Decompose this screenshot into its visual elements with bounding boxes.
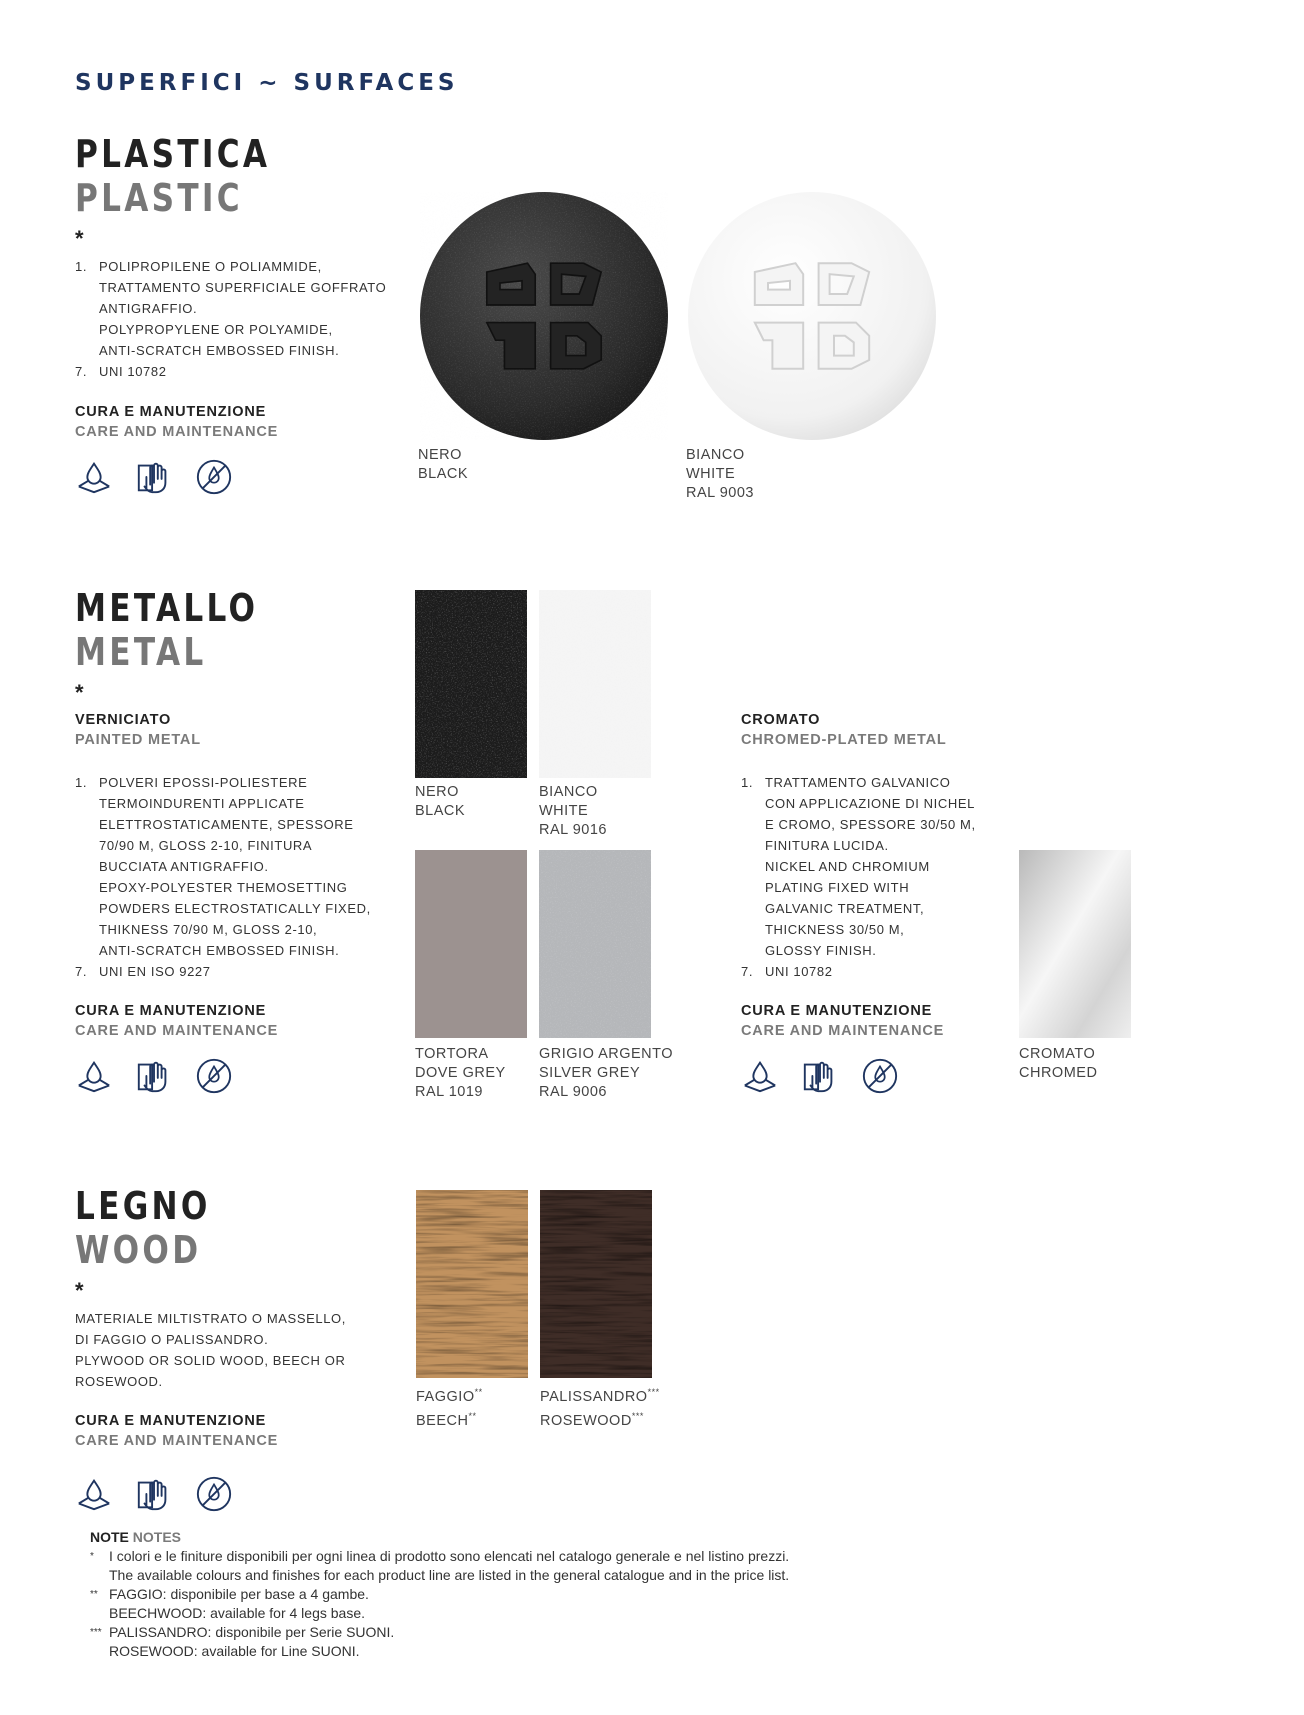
water-drop-icon: [75, 458, 113, 496]
care-title-it: CURA E MANUTENZIONE: [75, 404, 267, 420]
plastic-white-disc: [686, 190, 938, 442]
wood-care-block: CURA E MANUTENZIONE CARE AND MAINTENANCE: [75, 1413, 278, 1513]
plastic-title-block: [75, 132, 313, 252]
sample-caption-wood-beech: FAGGIO** BEECH**: [416, 1387, 483, 1429]
chromed-metal-heading: CROMATO CHROMED-PLATED METAL: [741, 712, 947, 748]
chromed-spec-list: [741, 772, 981, 982]
spec-item: 7. UNI EN ISO 9227: [75, 964, 211, 979]
plastic-care-block: [75, 404, 278, 496]
no-solvent-icon: [861, 1057, 899, 1095]
metal-title-block: [75, 586, 299, 706]
spec-item: 1. POLVERI EPOSSI-POLIESTERE TERMOINDURENTI APPLICATE ELETTROSTATICAMENTE, SPESSORE 70/90 Μ, GLOSS 2-10, FINITURA BUCCIATA ANTIGRAFFIO. EPOXY-POLYESTER THEMOSETTING POWDERS ELECTROSTATICALLY FIXED, THIKNESS 70/90 Μ, GLOSS 2-10, ANTI-SCRATCH EMBOSSED FINISH.: [75, 775, 371, 958]
hand-wipe-icon: [135, 1475, 173, 1513]
plastic-star: *: [75, 226, 84, 251]
sample-caption-metal-black: NERO BLACK: [415, 784, 466, 819]
swatch-metal-dove-grey: [415, 850, 527, 1038]
care-title-en: CARE AND MAINTENANCE: [75, 424, 279, 440]
hand-wipe-icon: [135, 458, 173, 496]
note-item: ** FAGGIO: disponibile per base a 4 gambe. BEECHWOOD: available for 4 legs base.: [90, 1586, 369, 1621]
no-solvent-icon: [195, 1057, 233, 1095]
sample-caption-metal-white: BIANCO WHITE RAL 9016: [539, 784, 607, 838]
no-solvent-icon: [195, 458, 233, 496]
swatch-wood-rosewood: [540, 1190, 652, 1378]
wood-title-it: LEGNO: [75, 1184, 211, 1228]
note-item: *** PALISSANDRO: disponibile per Serie SUONI. ROSEWOOD: available for Line SUONI.: [90, 1624, 395, 1659]
spec-item: 7. UNI 10782: [741, 964, 833, 979]
plastic-title-it: PLASTICA: [75, 132, 271, 176]
plastic-spec-list: [75, 256, 395, 382]
water-drop-icon: [75, 1057, 113, 1095]
care-icons: [75, 458, 278, 496]
plastic-title-en: PLASTIC: [75, 176, 243, 220]
metal-star: *: [75, 680, 84, 705]
water-drop-icon: [741, 1057, 779, 1095]
wood-star: *: [75, 1278, 84, 1303]
plastic-black-disc: [418, 190, 670, 442]
note-item: * I colori e le finiture disponibili per ogni linea di prodotto sono elencati nel catalogo generale e nel listino prezzi. The available colours and finishes for each product line are listed in the general catalogue and in the price list.: [90, 1548, 790, 1583]
hand-wipe-icon: [801, 1057, 839, 1095]
swatch-metal-silver-grey: [539, 850, 651, 1038]
care-icons: [75, 1057, 278, 1095]
sample-caption-plastic-white: BIANCO WHITE RAL 9003: [686, 447, 754, 501]
spec-item: 1. POLIPROPILENE O POLIAMMIDE, TRATTAMENTO SUPERFICIALE GOFFRATO ANTIGRAFFIO. POLYPROPYLENE OR POLYAMIDE, ANTI-SCRATCH EMBOSSED FINISH.: [75, 259, 387, 358]
painted-spec-list: [75, 772, 405, 982]
spec-item: 1. TRATTAMENTO GALVANICO CON APPLICAZIONE DI NICHEL E CROMO, SPESSORE 30/50 Μ, FINITURA LUCIDA. NICKEL AND CHROMIUM PLATING FIXED WITH GALVANIC TREATMENT, THICKNESS 30/50 Μ, GLOSSY FINISH.: [741, 775, 976, 958]
painted-metal-heading: VERNICIATO PAINTED METAL: [75, 712, 201, 748]
page-title: SUPERFICI ~ SURFACES: [75, 70, 459, 96]
wood-description: MATERIALE MILTISTRATO O MASSELLO, DI FAGGIO O PALISSANDRO. PLYWOOD OR SOLID WOOD, BEECH OR ROSEWOOD.: [75, 1311, 346, 1389]
metal-title-en: METAL: [75, 630, 207, 674]
sample-caption-metal-silver-grey: GRIGIO ARGENTO SILVER GREY RAL 9006: [539, 1046, 674, 1100]
sample-caption-metal-chromed: CROMATO CHROMED: [1019, 1046, 1098, 1081]
painted-care-block: CURA E MANUTENZIONE CARE AND MAINTENANCE: [75, 1003, 278, 1095]
care-icons: [75, 1475, 278, 1513]
wood-title-en: WOOD: [75, 1228, 202, 1272]
swatch-metal-black: [415, 590, 527, 778]
swatch-metal-chromed: [1019, 850, 1131, 1038]
swatch-metal-white: [539, 590, 651, 778]
chromed-care-block: CURA E MANUTENZIONE CARE AND MAINTENANCE: [741, 1003, 944, 1095]
metal-title-it: METALLO: [75, 586, 259, 630]
notes-block: [90, 1528, 789, 1661]
swatch-wood-beech: [416, 1190, 528, 1378]
hand-wipe-icon: [135, 1057, 173, 1095]
care-icons: [741, 1057, 944, 1095]
spec-item: 7. UNI 10782: [75, 364, 167, 379]
sample-caption-plastic-black: NERO BLACK: [418, 447, 469, 482]
water-drop-icon: [75, 1475, 113, 1513]
sample-caption-wood-rosewood: PALISSANDRO*** ROSEWOOD***: [540, 1387, 660, 1429]
wood-title-block: [75, 1184, 240, 1304]
notes-heading: NOTE NOTES: [90, 1529, 182, 1545]
no-solvent-icon: [195, 1475, 233, 1513]
sample-caption-metal-dove-grey: TORTORA DOVE GREY RAL 1019: [415, 1046, 506, 1100]
